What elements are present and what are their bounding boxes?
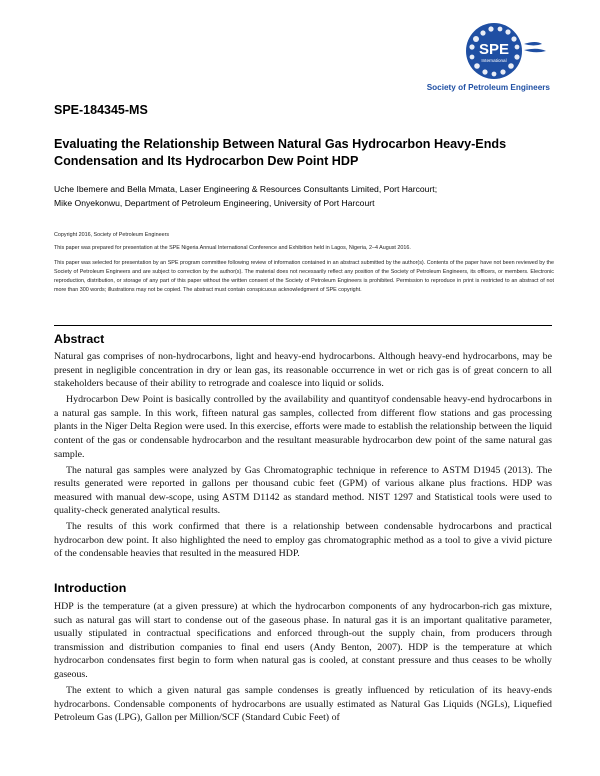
- logo-caption: Society of Petroleum Engineers: [426, 83, 550, 92]
- authors: [54, 182, 554, 210]
- abstract-body: [54, 350, 552, 563]
- spe-globe-logo-icon: [438, 20, 550, 82]
- introduction-paragraph: HDP is the temperature (at a given pressure) at which the hydrocarbon components of any hydrocarbon-rich gas mixture, such as natural gas will start to condense out of the gaseous phase. In natural gas it is an important qualitative parameter, usually stipulated in contractual specifications and enforced through-out the supply chain, from producers through transmission and distribution companies to final end users (Andy Benton, 2007). HDP is the temperature at which hydrocarbon condensates first begin to form when natural gas is cooled, at constant pressure and thus ceases to be wholly gaseous.: [54, 601, 552, 680]
- introduction-heading: Introduction: [54, 581, 127, 595]
- presentation-notice: This paper was prepared for presentation at the SPE Nigeria Annual International Conference and Exhibition held in Lagos, Nigeria, 2–4 August 2016.: [54, 245, 411, 251]
- copyright-notice: Copyright 2016, Society of Petroleum Engineers: [54, 232, 170, 238]
- abstract-paragraph: The natural gas samples were analyzed by Gas Chromatographic technique in reference to ASTM D1945 (2013). The results generated were reported in gallons per thousand cubic feet (GPM) of various alkane plus fractions. HDP was measured with manual dew-scope, using ASTM D1142 as standard method. NIST 1297 and Statistical tools were used to quality-check generated analytical results.: [54, 464, 552, 517]
- logo-badge-text: SPE: [478, 41, 510, 58]
- author-line: Mike Onyekonwu, Department of Petroleum Engineering, University of Port Harcourt: [54, 198, 375, 208]
- abstract-paragraph: The results of this work confirmed that there is a relationship between condensable hydrocarbons and practical hydrocarbon dew point. It also highlighted the need to employ gas chromatographic method as a tool to give a vivid picture of the condensable heavies that resulted in the measured HDP.: [54, 521, 552, 560]
- logo-badge-subtext: International: [481, 58, 507, 63]
- review-notice: This paper was selected for presentation by an SPE program committee following review of information contained in an abstract submitted by the author(s). Contents of the paper have not been reviewed by the Society of Petroleum Engineers and are subject to correction by the author(s). The material does not necessarily reflect any position of the Society of Petroleum Engineers, its officers, or members. Electronic reproduction, distribution, or storage of any part of this paper without the written consent of the Society of Petroleum Engineers is prohibited. Permission to reproduce in print is restricted to an abstract of not more than 300 words; illustrations may not be copied. The abstract must contain conspicuous acknowledgment of SPE copyright.: [54, 260, 554, 293]
- introduction-paragraph: The extent to which a given natural gas sample condenses is greatly influenced by reticulation of its heavy-ends hydrocarbons. Condensable components of hydrocarbons are usually estimated as Natural Gas Liquids (NGLs), Liquefied Petroleum Gas (LPG), Gallon per Million/SCF (Standard Cubic Feet) of: [54, 684, 552, 724]
- spe-logo: [424, 20, 550, 100]
- introduction-body: [54, 600, 552, 727]
- paper-title: Evaluating the Relationship Between Natural Gas Hydrocarbon Heavy-Ends Condensation and Its Hydrocarbon Dew Point HDP: [54, 137, 507, 168]
- abstract-paragraph: Hydrocarbon Dew Point is basically controlled by the availability and quantityof condensable heavy-end hydrocarbons in a natural gas sample. In this work, fifteen natural gas samples, collected from different flow stations and gas processing plants in the Niger Delta Region were used. In this exercise, efforts were made to establish the relationship between the liquid content of the gas or condensable hydrocarbon and the resultant measurable hydrocarbon dew point of the same natural gas sample.: [54, 394, 552, 460]
- abstract-paragraph: Natural gas comprises of non-hydrocarbons, light and heavy-end hydrocarbons. Although heavy-end hydrocarbons, may be present in negligible concentration in dry or lean gas, its reasonable occurrence in wet or rich gas is of great concern to all stakeholders because of their ability to retrograde and coalesce into liquid or solids.: [54, 351, 552, 390]
- section-divider: [54, 325, 552, 326]
- paper-id: SPE-184345-MS: [54, 103, 148, 117]
- abstract-heading: Abstract: [54, 332, 105, 346]
- author-line: Uche Ibemere and Bella Mmata, Laser Engineering & Resources Consultants Limited, Port Harcourt;: [54, 184, 438, 194]
